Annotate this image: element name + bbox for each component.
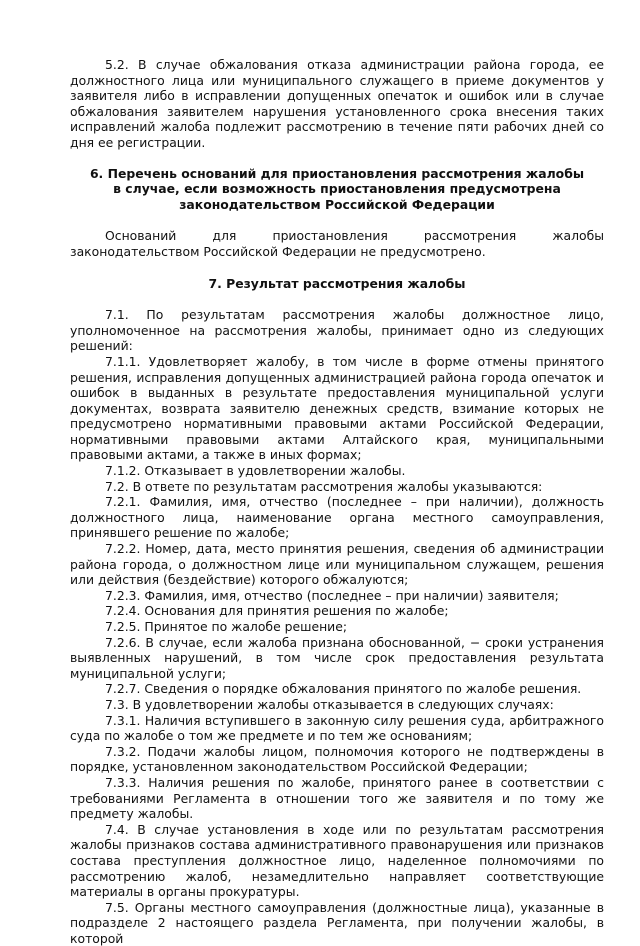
section-6-title-line1: 6. Перечень оснований для приостановления рассмотрения жалобы (89, 165, 585, 181)
section-6-title-line3: законодательством Российской Федерации (179, 196, 495, 212)
item-7-5: 7.5. Органы местного самоуправления (должностные лица), указанные в подразделе 2 настоящего раздела Регламента, при получении жалобы, в которой (70, 899, 604, 946)
section-7-title: 7. Результат рассмотрения жалобы (208, 275, 466, 291)
item-7-1: 7.1. По результатам рассмотрения жалобы должностное лицо, уполномоченное на рассмотрения жалобы, принимает одно из следующих решений: (70, 307, 604, 354)
item-7-3-3: 7.3.3. Наличия решения по жалобе, принятого ранее в соответствии с требованиями Регламента в отношении того же заявителя и по тому же предмету жалобы. (70, 774, 604, 822)
item-7-3-2: 7.3.2. Подачи жалобы лицом, полномочия которого не подтверждены в порядке, установленном законодательством Российской Федерации; (70, 743, 604, 775)
section-6-heading (70, 166, 604, 213)
paragraph-5-2: 5.2. В случае обжалования отказа администрации района города, ее должностного лица или муниципального служащего в приеме документов у заявителя либо в исправлении допущенных опечаток и ошибок или в случае обжалования заявителем нарушения установленного срока внесения таких исправлений жалоба подлежит рассмотрению в течение пяти рабочих дней со дня ее регистрации. (70, 57, 604, 150)
item-7-2-4: 7.2.4. Основания для принятия решения по жалобе; (105, 603, 449, 619)
item-7-2-5: 7.2.5. Принятое по жалобе решение; (105, 619, 348, 634)
section-6-text: Оснований для приостановления рассмотрения жалобы законодательством Российской Федерации не предусмотрено. (70, 228, 604, 259)
section-6-title-line2: в случае, если возможность приостановления предусмотрена (113, 181, 561, 197)
item-7-2: 7.2. В ответе по результатам рассмотрения жалобы указываются: (105, 478, 543, 494)
item-7-2-7: 7.2.7. Сведения о порядке обжалования принятого по жалобе решения. (105, 681, 582, 697)
item-7-1-2: 7.1.2. Отказывает в удовлетворении жалобы. (105, 463, 406, 479)
item-7-2-1: 7.2.1. Фамилия, имя, отчество (последнее – при наличии), должность должностного лица, наименование органа местного самоуправления, принявшего решение по жалобе; (70, 494, 604, 541)
item-7-2-2: 7.2.2. Номер, дата, место принятия решения, сведения об администрации района города, о должностном лице или муниципальном служащем, решения или действия (бездействие) которого обжалуются; (70, 541, 604, 588)
item-7-3: 7.3. В удовлетворении жалобы отказывается в следующих случаях: (105, 696, 554, 712)
item-7-1-1: 7.1.1. Удовлетворяет жалобу, в том числе в форме отмены принятого решения, исправления допущенных администрацией района города опечаток и ошибок в выданных в результате предоставления муниципальной услуги документах, возврата заявителю денежных средств, взимание которых не предусмотрено нормативными правовыми актами Российской Федерации, нормативными правовыми актами Алтайского края, муниципальными правовыми актами, а также в иных формах; (70, 353, 604, 463)
item-7-3-1: 7.3.1. Наличия вступившего в законную силу решения суда, арбитражного суда по жалобе о том же предмете и по тем же основаниям; (70, 712, 604, 744)
item-7-4: 7.4. В случае установления в ходе или по результатам рассмотрения жалобы признаков состава административного правонарушения или признаков состава преступления должностное лицо, наделенное полномочиями по рассмотрению жалоб, незамедлительно направляет соответствующие материалы в органы прокуратуры. (70, 821, 604, 900)
item-7-2-6: 7.2.6. В случае, если жалоба признана обоснованной, − сроки устранения выявленных нарушений, в том числе срок предоставления результата муниципальной услуги; (70, 634, 604, 681)
item-7-2-3: 7.2.3. Фамилия, имя, отчество (последнее – при наличии) заявителя; (105, 587, 559, 603)
